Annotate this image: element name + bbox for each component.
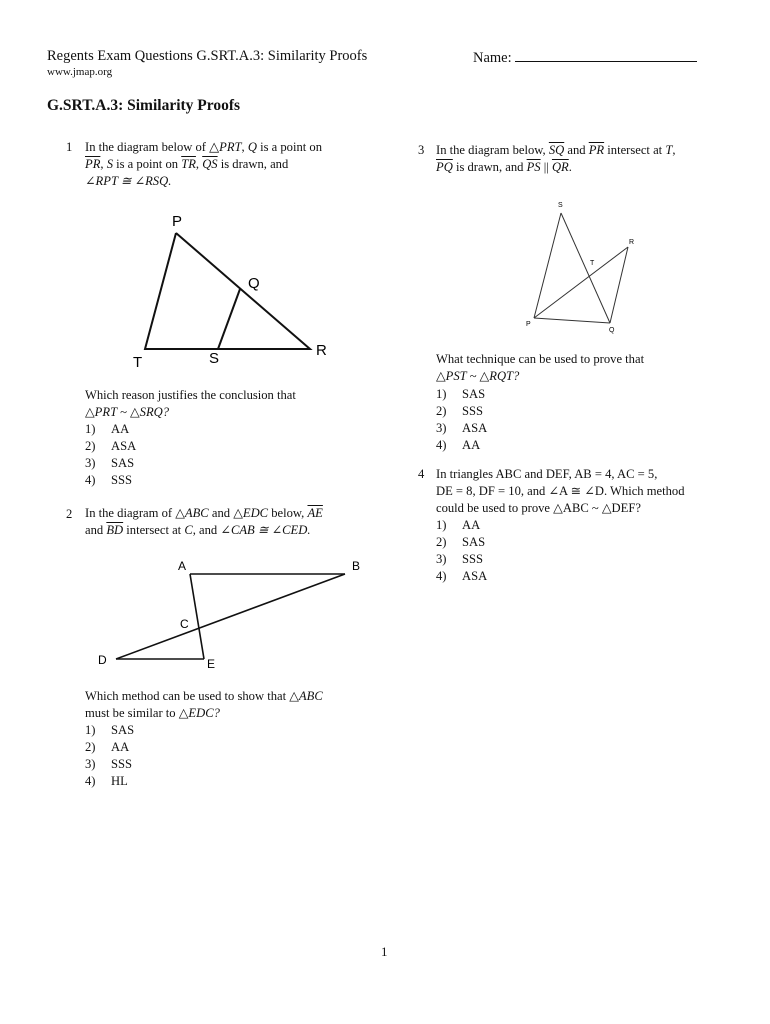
- choice[interactable]: 1) AA: [85, 422, 130, 436]
- name-label: Name:: [473, 50, 512, 66]
- choice[interactable]: 3) SSS: [436, 552, 484, 566]
- question-2-diagram: [90, 553, 380, 678]
- choice[interactable]: 4) SSS: [85, 473, 133, 487]
- label-q: Q: [609, 327, 615, 334]
- choice[interactable]: 2) AA: [85, 740, 130, 754]
- label-p: P: [526, 321, 531, 328]
- question-1-stem: In the diagram below of △PRT, Q is a point on $\overline{PR}$, S is a point on $\overline{TR}$, $\overline{QS}$ is drawn, and ∠RPT ≅ ∠RSQ.: [85, 140, 323, 188]
- website-link[interactable]: www.jmap.org: [47, 66, 113, 78]
- label-p: P: [172, 213, 183, 230]
- label-t: T: [133, 354, 143, 371]
- label-a: A: [178, 559, 187, 573]
- question-2-prompt: Which method can be used to show that △ABC must be similar to △EDC?: [85, 689, 323, 720]
- label-c: C: [180, 617, 189, 631]
- question-number: 3: [418, 143, 425, 157]
- question-3-prompt: What technique can be used to prove that △PST ~ △RQT?: [436, 352, 645, 383]
- question-3-choices: [436, 386, 487, 454]
- choice[interactable]: 3) SSS: [85, 757, 133, 771]
- choice[interactable]: 1) SAS: [85, 723, 135, 737]
- name-blank-line[interactable]: [515, 48, 697, 62]
- question-3-stem: In the diagram below, $\overline{SQ}$ and $\overline{PR}$ intersect at T, $\overline{PQ}$ is drawn, and $\overline{PS}$ || $\overline{QR}$.: [436, 143, 676, 174]
- question-1-choices: [85, 421, 136, 489]
- choice[interactable]: 2) SAS: [436, 535, 486, 549]
- choice[interactable]: 3) ASA: [436, 421, 488, 435]
- question-3-diagram: [518, 195, 648, 335]
- choice[interactable]: 2) SSS: [436, 404, 484, 418]
- question-2-stem: In the diagram of △ABC and △EDC below, $\overline{AE}$ and $\overline{BD}$ intersect at C, and ∠CAB ≅ ∠CED.: [85, 506, 323, 537]
- question-1-diagram: [120, 210, 340, 375]
- label-d: D: [98, 653, 107, 667]
- choice[interactable]: 2) ASA: [85, 439, 137, 453]
- question-4-choices: [436, 517, 487, 585]
- choice[interactable]: 4) HL: [85, 774, 128, 788]
- page-number: 1: [381, 944, 388, 959]
- choice[interactable]: 1) SAS: [436, 387, 486, 401]
- label-r: R: [629, 239, 635, 246]
- label-s: S: [558, 202, 563, 209]
- label-e: E: [207, 657, 216, 671]
- question-number: 4: [418, 467, 425, 481]
- question-1-prompt: Which reason justifies the conclusion that △PRT ~ △SRQ?: [85, 388, 296, 419]
- choice[interactable]: 4) AA: [436, 438, 481, 452]
- question-4-stem: In triangles ABC and DEF, AB = 4, AC = 5, DE = 8, DF = 10, and ∠A ≅ ∠D. Which method could be used to prove △ABC ~ △DEF?: [436, 467, 685, 515]
- label-b: B: [352, 559, 361, 573]
- label-s: S: [209, 350, 220, 367]
- choice[interactable]: 3) SAS: [85, 456, 135, 470]
- question-number: 2: [66, 507, 73, 521]
- question-2-choices: [85, 722, 134, 790]
- choice[interactable]: 4) ASA: [436, 569, 488, 583]
- label-t: T: [590, 260, 595, 267]
- document-title: Regents Exam Questions G.SRT.A.3: Similarity Proofs: [47, 48, 368, 64]
- section-title: G.SRT.A.3: Similarity Proofs: [47, 97, 241, 114]
- name-field[interactable]: [473, 48, 697, 67]
- label-q: Q: [248, 275, 260, 292]
- question-number: 1: [66, 140, 73, 154]
- choice[interactable]: 1) AA: [436, 518, 481, 532]
- label-r: R: [316, 342, 327, 359]
